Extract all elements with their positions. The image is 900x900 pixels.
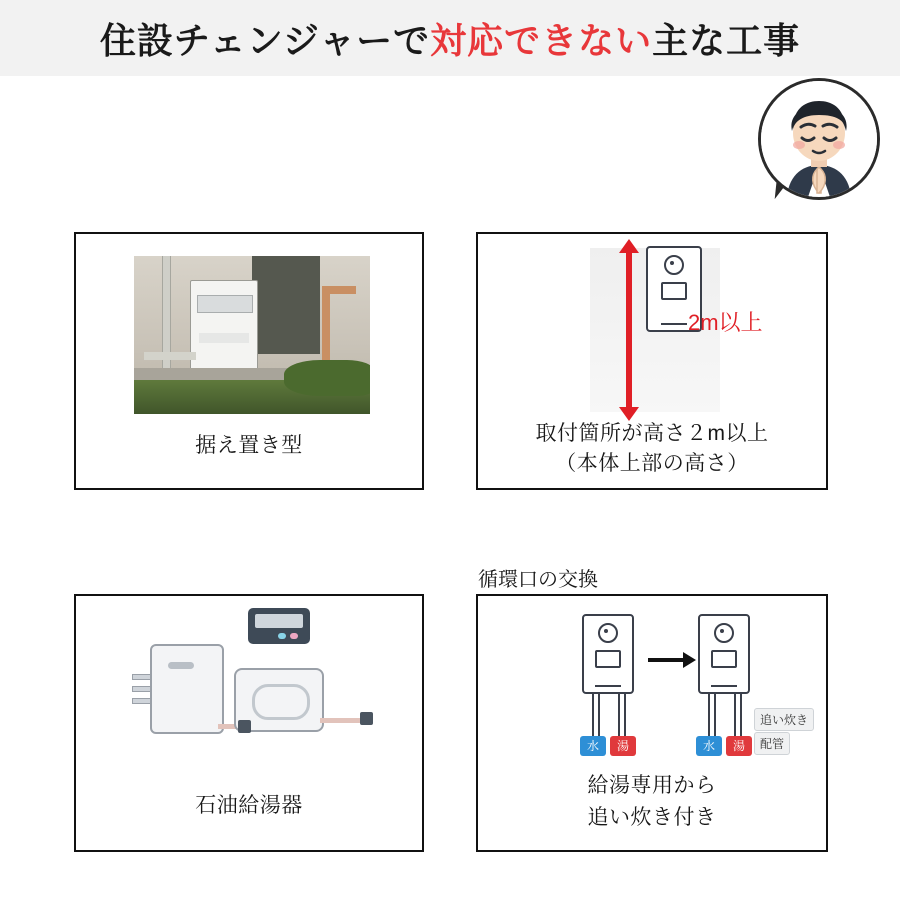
oil-tank-icon bbox=[150, 644, 224, 734]
port-hot-right: 湯 bbox=[726, 736, 752, 756]
card-standing-type bbox=[74, 232, 424, 490]
avatar bbox=[758, 78, 882, 202]
card-standing-type-caption: 据え置き型 bbox=[195, 434, 303, 457]
pipe-cold-right bbox=[708, 694, 716, 738]
page-title bbox=[100, 13, 800, 64]
section-label-circulation: 循環口の交換 bbox=[478, 569, 598, 591]
page-title-highlight: 対応できない bbox=[430, 19, 653, 61]
card-oil-water-heater bbox=[74, 594, 424, 852]
page-title-part2: 主な工事 bbox=[652, 19, 801, 61]
transition-arrow-icon bbox=[648, 658, 684, 662]
pipe-hot-left bbox=[618, 694, 626, 738]
page-title-part1: 住設チェンジャーで bbox=[99, 19, 431, 61]
card-circulation-port bbox=[476, 594, 828, 852]
reheat-pipe-tag-line2: 配管 bbox=[754, 732, 790, 755]
height-arrow-icon bbox=[626, 252, 632, 408]
pipe-joint bbox=[238, 720, 251, 733]
card-circulation-caption-line1: 給湯専用から bbox=[587, 774, 717, 797]
port-cold-left: 水 bbox=[580, 736, 606, 756]
pipe-fins-icon bbox=[132, 674, 152, 708]
worried-person-avatar-icon bbox=[758, 78, 880, 200]
card-oil-caption: 石油給湯器 bbox=[195, 794, 303, 817]
pipe-hot-right bbox=[734, 694, 742, 738]
pipe-joint bbox=[360, 712, 373, 725]
remote-controller-icon bbox=[248, 608, 310, 644]
card-height-over-2m bbox=[476, 232, 828, 490]
heater-before-icon bbox=[582, 614, 634, 694]
pipe-cold-left bbox=[592, 694, 600, 738]
card-circulation-caption-line2: 追い炊き付き bbox=[587, 806, 717, 829]
port-hot-left: 湯 bbox=[610, 736, 636, 756]
reheat-pipe-tag-line1: 追い炊き bbox=[754, 708, 814, 731]
card-height-caption-line2: （本体上部の高さ） bbox=[555, 452, 749, 475]
page-header bbox=[0, 0, 900, 76]
standing-water-heater-photo bbox=[134, 256, 370, 414]
height-arrow-label: 2m以上 bbox=[688, 310, 763, 335]
port-cold-right: 水 bbox=[696, 736, 722, 756]
heater-after-icon bbox=[698, 614, 750, 694]
card-height-caption-line1: 取付箇所が高さ２m以上 bbox=[535, 422, 769, 445]
